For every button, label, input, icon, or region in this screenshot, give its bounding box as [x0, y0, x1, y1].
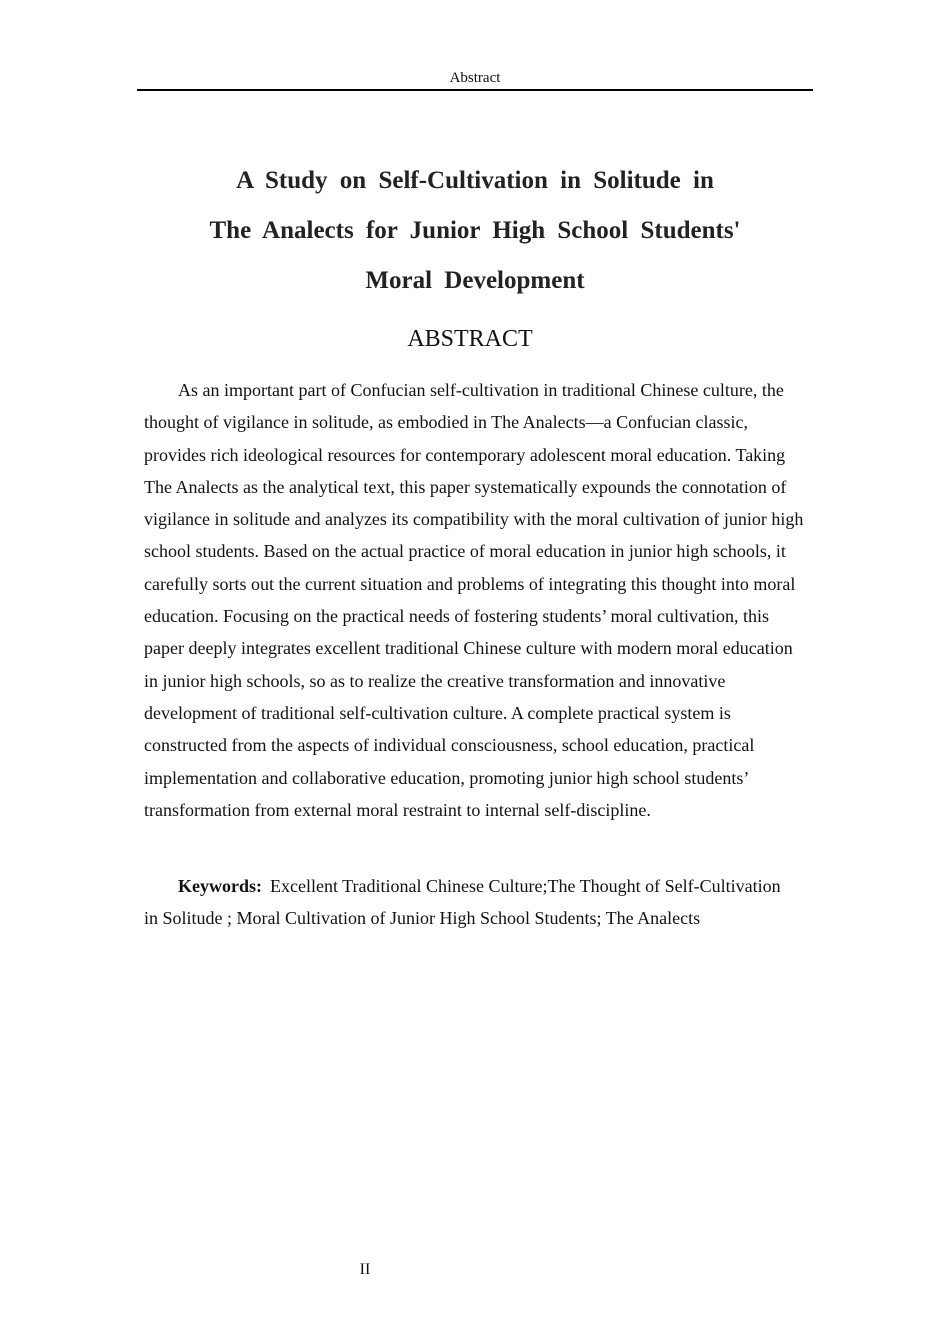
abstract-paragraph: As an important part of Confucian self-cultivation in traditional Chinese culture, the thought of vigilance in solitude, as embodied in The Analects—a Confucian classic, provides rich ideological resources for contemporary adolescent moral education. Taking The Analects as the analytical text, this paper systematically expounds the connotation of vigilance in solitude and analyzes its compatibility with the moral cultivation of junior high school students. Based on the actual practice of moral education in junior high schools, it carefully sorts out the current situation and problems of integrating this thought into moral education. Focusing on the practical needs of fostering students’ moral cultivation, this paper deeply integrates excellent traditional Chinese culture with modern moral education in junior high schools, so as to realize the creative transformation and innovative development of traditional self-cultivation culture. A complete practical system is constructed from the aspects of individual consciousness, school education, practical implementation and collaborative education, promoting junior high school students’ transformation from external moral restraint to internal self-discipline.	[144, 380, 804, 820]
page-number: II	[359, 1261, 371, 1278]
running-header-title: Abstract	[449, 70, 501, 86]
paper-title-line-2: The Analects for Junior High School Students'	[209, 217, 741, 244]
keywords-section	[144, 870, 784, 935]
keywords-text: Excellent Traditional Chinese Culture;The Thought of Self-Cultivation in Solitude ; Moral Cultivation of Junior High School Students; The Analects	[144, 876, 781, 929]
paper-title-line-1: A Study on Self-Cultivation in Solitude in	[236, 167, 714, 194]
paper-title	[140, 156, 810, 306]
running-header	[137, 69, 813, 91]
abstract-body	[144, 374, 809, 826]
paper-title-line-3: Moral Development	[365, 267, 585, 294]
keywords-label: Keywords:	[178, 876, 262, 896]
abstract-heading: ABSTRACT	[407, 326, 533, 352]
